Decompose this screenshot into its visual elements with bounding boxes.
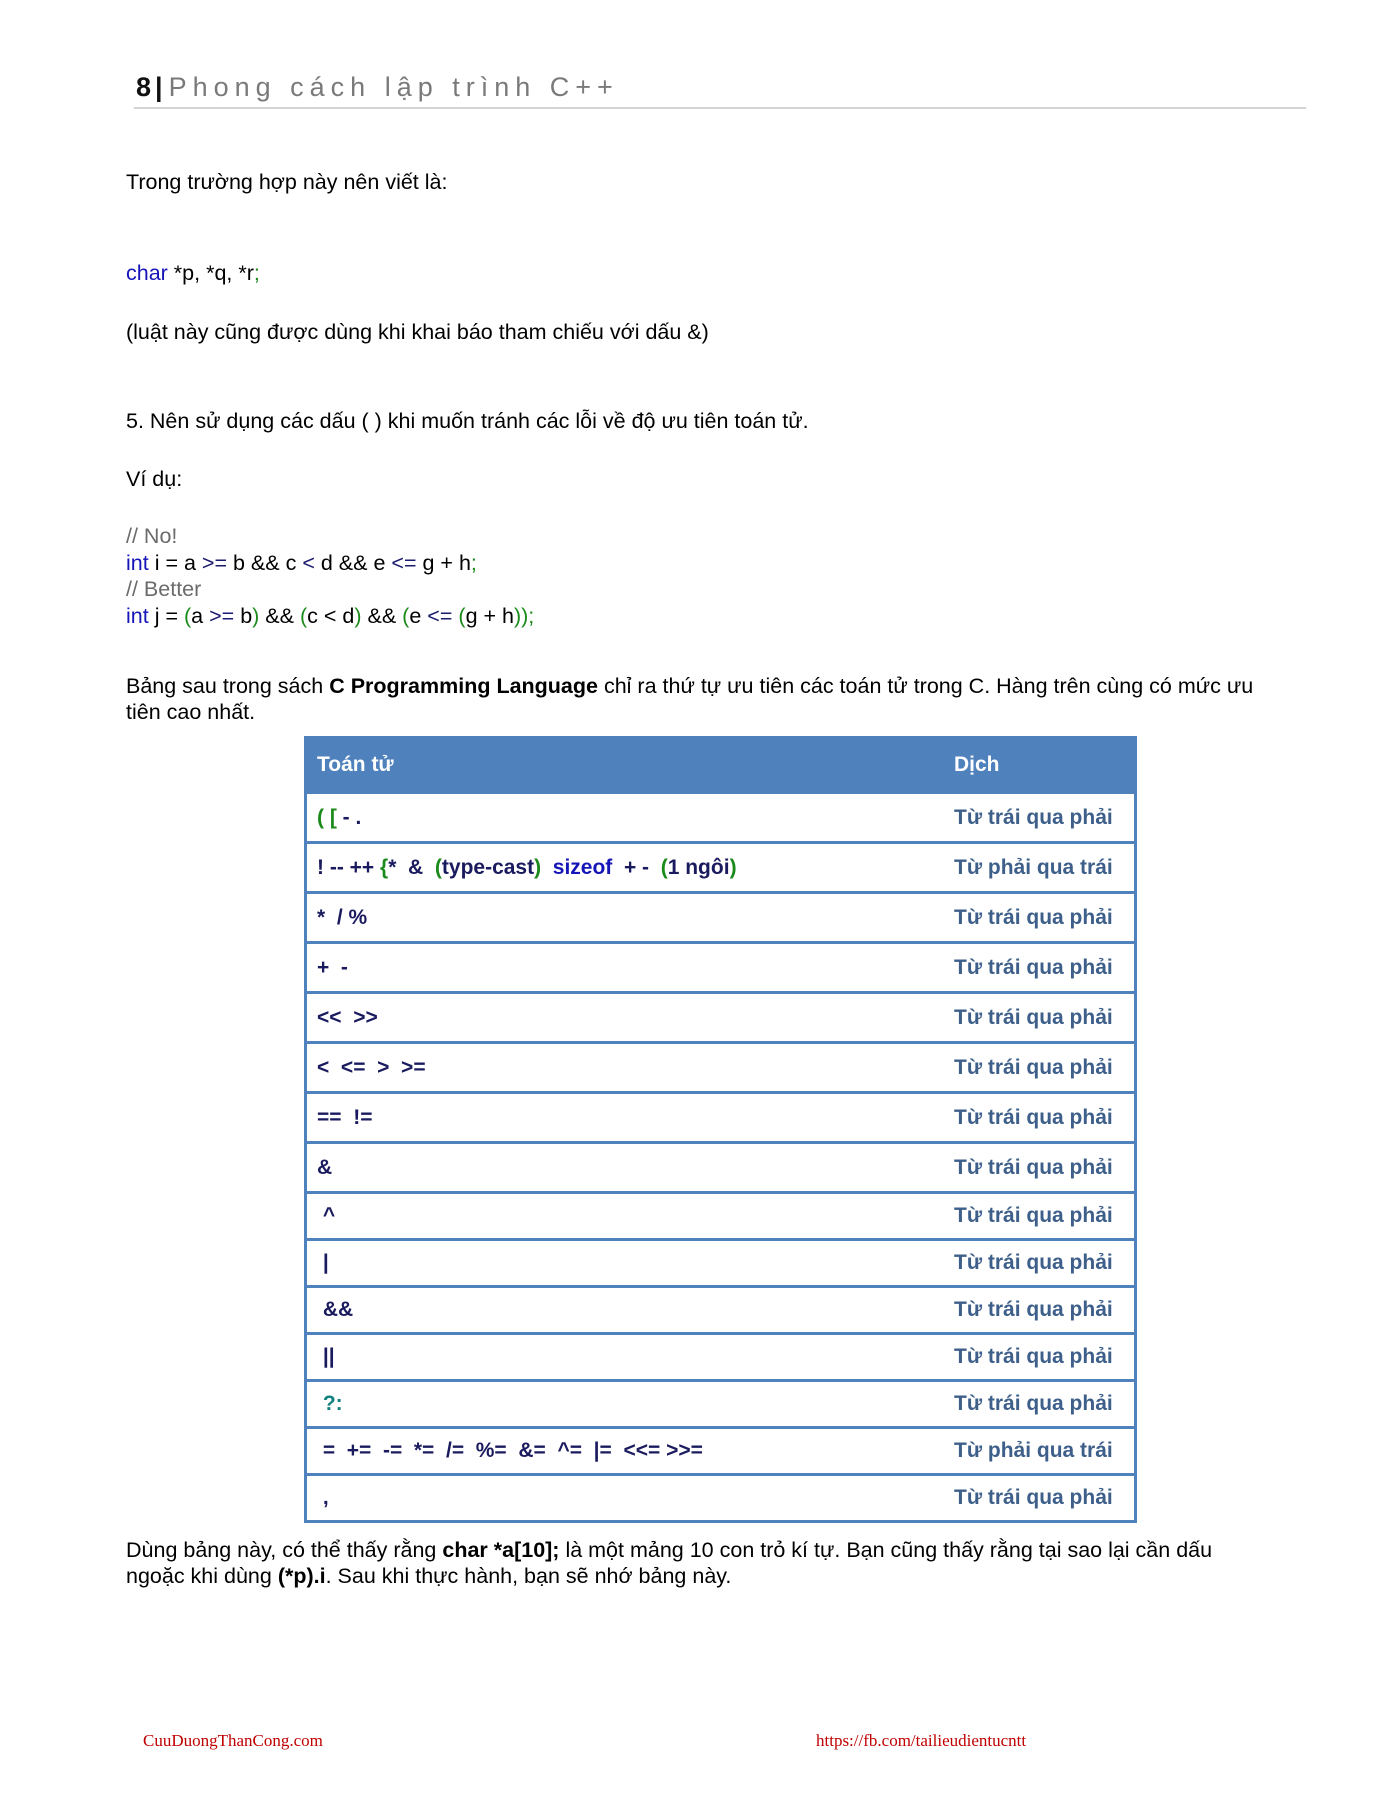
- code-token: <=: [391, 551, 417, 575]
- code-token: g + h: [465, 604, 514, 628]
- code-token: int: [126, 551, 149, 575]
- code-token: d && e: [314, 551, 392, 575]
- code-token: // No!: [126, 524, 178, 548]
- operator-token: ^: [317, 1204, 336, 1227]
- operator-token: ! -- ++: [317, 855, 381, 879]
- direction-cell: Từ trái qua phải: [944, 1043, 1136, 1093]
- direction-cell: Từ phải qua trái: [944, 1428, 1136, 1475]
- code-line: [126, 524, 177, 549]
- code-token: ): [354, 604, 362, 628]
- operator-token: 1 ngôi: [667, 855, 730, 879]
- inline-code: (*p).i: [277, 1564, 326, 1588]
- book-title: C Programming Language: [329, 674, 598, 698]
- code-token: j =: [148, 604, 184, 628]
- inline-code: char *a[10];: [442, 1538, 560, 1562]
- table-row: [306, 1043, 1136, 1093]
- page-header: [136, 72, 619, 103]
- operator-cell: [306, 843, 945, 893]
- header-divider: [134, 107, 1306, 109]
- code-token: &&: [361, 604, 403, 628]
- operator-token: ?:: [317, 1392, 343, 1415]
- code-token: <=: [427, 604, 453, 628]
- code-token: b && c: [227, 551, 303, 575]
- table-row: [306, 893, 1136, 943]
- operator-cell: [306, 793, 945, 843]
- direction-cell: Từ trái qua phải: [944, 1193, 1136, 1240]
- table-header-row: [306, 738, 1136, 793]
- operator-cell: [306, 1428, 945, 1475]
- code-token: a: [191, 604, 210, 628]
- outro-line-1: [126, 1538, 1212, 1563]
- table-row: [306, 793, 1136, 843]
- operator-token: ,: [317, 1486, 329, 1509]
- operator-cell: [306, 1334, 945, 1381]
- code-token: c < d: [307, 604, 355, 628]
- footer-site-link[interactable]: CuuDuongThanCong.com: [143, 1731, 323, 1750]
- text: là một mảng 10 con trỏ kí tự. Bạn cũng thấy rằng tại sao lại cần dấu: [559, 1538, 1213, 1562]
- code-token: (: [458, 604, 466, 628]
- code-token: e: [409, 604, 428, 628]
- operator-token: *: [388, 855, 403, 879]
- direction-cell: Từ trái qua phải: [944, 1093, 1136, 1143]
- code-token: b: [234, 604, 253, 628]
- code-token: g + h: [416, 551, 471, 575]
- header-direction: Dịch: [944, 738, 1136, 793]
- table-intro-line-2: tiên cao nhất.: [126, 700, 256, 724]
- example-label: Ví dụ:: [126, 467, 183, 491]
- code-token: ));: [513, 604, 535, 628]
- footer-facebook-link[interactable]: https://fb.com/tailieudientucntt: [816, 1731, 1027, 1750]
- operator-token: {: [380, 855, 389, 879]
- text: chỉ ra thứ tự ưu tiên các toán tử trong C. Hàng trên cùng có mức ưu: [598, 674, 1254, 698]
- table-row: [306, 943, 1136, 993]
- operator-cell: [306, 1193, 945, 1240]
- direction-cell: Từ trái qua phải: [944, 1381, 1136, 1428]
- direction-cell: Từ trái qua phải: [944, 1240, 1136, 1287]
- code-semicolon: ;: [253, 261, 260, 285]
- operator-token: |: [317, 1251, 329, 1274]
- note-text: (luật này cũng được dùng khi khai báo tham chiếu với dấu &): [126, 320, 709, 344]
- table-intro-line-1: [126, 674, 1253, 699]
- table-row: [306, 1193, 1136, 1240]
- rule-5-text: 5. Nên sử dụng các dấu ( ) khi muốn tránh các lỗi về độ ưu tiên toán tử.: [126, 409, 809, 433]
- operator-precedence-table: [304, 736, 1137, 1523]
- operator-cell: [306, 1475, 945, 1522]
- code-token: (: [299, 604, 308, 628]
- direction-cell: Từ trái qua phải: [944, 943, 1136, 993]
- operator-token: ||: [317, 1345, 335, 1368]
- code-token: <: [302, 551, 315, 575]
- operator-token: &: [402, 855, 430, 879]
- code-token: >=: [201, 551, 228, 575]
- operator-cell: [306, 1287, 945, 1334]
- direction-cell: Từ trái qua phải: [944, 893, 1136, 943]
- direction-cell: Từ trái qua phải: [944, 1143, 1136, 1193]
- code-declaration: [126, 261, 260, 286]
- operator-cell: [306, 993, 945, 1043]
- operator-cell: [306, 1143, 945, 1193]
- code-keyword: char: [126, 261, 168, 285]
- code-text: *p, *q, *r: [167, 261, 254, 285]
- operator-cell: [306, 1381, 945, 1428]
- table-row: [306, 1428, 1136, 1475]
- header-title: Phong cách lập trình C++: [168, 72, 619, 102]
- direction-cell: Từ trái qua phải: [944, 793, 1136, 843]
- table-row: [306, 1287, 1136, 1334]
- direction-cell: Từ trái qua phải: [944, 993, 1136, 1043]
- table-row: [306, 1381, 1136, 1428]
- table-row: [306, 1334, 1136, 1381]
- page-number: 8: [136, 72, 152, 102]
- operator-token: + -: [618, 855, 655, 879]
- operator-token: ): [729, 855, 737, 879]
- operator-token: << >>: [317, 1005, 378, 1029]
- operator-cell: [306, 943, 945, 993]
- text: . Sau khi thực hành, bạn sẽ nhớ bảng này.: [325, 1564, 732, 1588]
- table-row: [306, 993, 1136, 1043]
- direction-cell: Từ trái qua phải: [944, 1475, 1136, 1522]
- code-token: (: [183, 604, 192, 628]
- code-token: // Better: [126, 577, 202, 601]
- table-row: [306, 1093, 1136, 1143]
- header-operator: Toán tử: [306, 738, 945, 793]
- operator-token: ): [534, 855, 542, 879]
- table-row: [306, 1240, 1136, 1287]
- code-token: ): [252, 604, 260, 628]
- operator-token: &&: [317, 1298, 354, 1321]
- operator-token: sizeof: [541, 855, 619, 879]
- code-line: [126, 551, 477, 576]
- table-row: [306, 843, 1136, 893]
- code-token: int: [126, 604, 149, 628]
- direction-cell: Từ phải qua trái: [944, 843, 1136, 893]
- operator-token: < <= > >=: [317, 1055, 426, 1079]
- operator-token: - .: [342, 805, 362, 829]
- header-separator: |: [155, 72, 163, 102]
- operator-token: * / %: [317, 905, 368, 929]
- outro-line-2: [126, 1564, 731, 1589]
- operator-token: type-cast: [441, 855, 535, 879]
- code-line: [126, 577, 201, 602]
- table-row: [306, 1143, 1136, 1193]
- code-token: ;: [470, 551, 477, 575]
- operator-token: = += -= *= /= %= &= ^= |= <<= >>=: [317, 1439, 703, 1462]
- operator-cell: [306, 893, 945, 943]
- intro-text: Trong trường hợp này nên viết là:: [126, 170, 448, 194]
- operator-token: (: [429, 855, 442, 879]
- operator-token: (: [654, 855, 668, 879]
- table-row: [306, 1475, 1136, 1522]
- direction-cell: Từ trái qua phải: [944, 1334, 1136, 1381]
- operator-token: == !=: [317, 1105, 373, 1129]
- text: ngoặc khi dùng: [126, 1564, 278, 1588]
- code-token: i = a: [148, 551, 202, 575]
- operator-token: &: [317, 1155, 333, 1179]
- operator-token: ( [: [317, 805, 343, 829]
- code-line: [126, 604, 534, 629]
- code-token: &&: [259, 604, 300, 628]
- code-token: >=: [209, 604, 235, 628]
- operator-token: + -: [317, 955, 348, 979]
- operator-cell: [306, 1093, 945, 1143]
- operator-cell: [306, 1043, 945, 1093]
- text: Dùng bảng này, có thể thấy rằng: [126, 1538, 443, 1562]
- operator-cell: [306, 1240, 945, 1287]
- text: Bảng sau trong sách: [126, 674, 330, 698]
- code-token: (: [402, 604, 410, 628]
- direction-cell: Từ trái qua phải: [944, 1287, 1136, 1334]
